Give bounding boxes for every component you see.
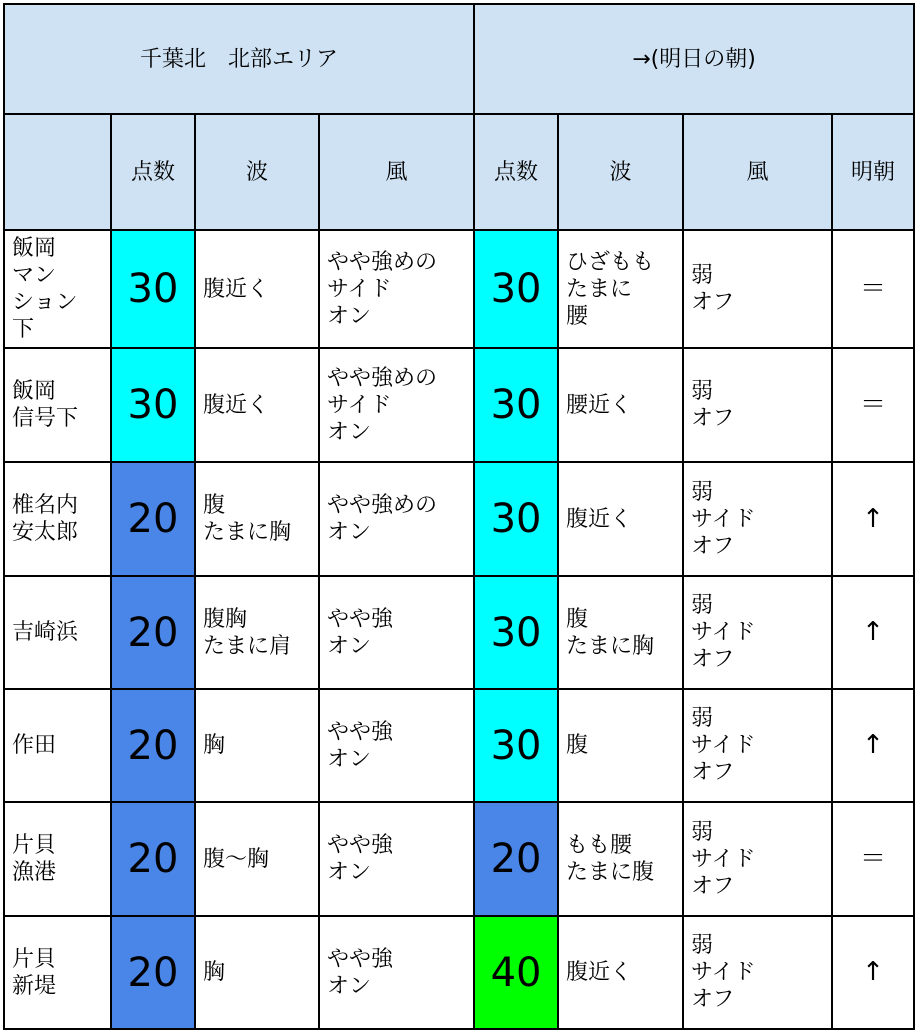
tomorrow-wave-cell: 腹	[558, 689, 683, 802]
tomorrow-score-cell: 30	[474, 462, 558, 576]
tomorrow-wave-cell: ひざもも たまに 腰	[558, 230, 683, 348]
trend-cell: ＝	[832, 230, 914, 348]
wind-cell: やや強 オン	[319, 576, 474, 689]
wind-cell: やや強 オン	[319, 916, 474, 1029]
spot-name: 飯岡 信号下	[4, 348, 111, 462]
trend-cell: ＝	[832, 802, 914, 916]
spot-name: 作田	[4, 689, 111, 802]
trend-cell: ＝	[832, 348, 914, 462]
spot-name: 椎名内 安太郎	[4, 462, 111, 576]
table-row	[4, 462, 914, 576]
tomorrow-wave-column-header: 波	[558, 114, 683, 230]
spot-name: 片貝 漁港	[4, 802, 111, 916]
score-cell: 20	[111, 689, 195, 802]
tomorrow-wind-cell: 弱 サイド オフ	[683, 916, 832, 1029]
tomorrow-wind-cell: 弱 オフ	[683, 230, 832, 348]
tomorrow-wind-column-header: 風	[683, 114, 832, 230]
spot-name: 吉崎浜	[4, 576, 111, 689]
wind-cell: やや強めの サイド オン	[319, 348, 474, 462]
tomorrow-score-cell: 30	[474, 230, 558, 348]
forecast-rows	[4, 230, 914, 1029]
score-cell: 20	[111, 916, 195, 1029]
wind-cell: やや強めの サイド オン	[319, 230, 474, 348]
wave-cell: 腹 たまに胸	[195, 462, 319, 576]
table-row	[4, 576, 914, 689]
tomorrow-wind-cell: 弱 サイド オフ	[683, 462, 832, 576]
wave-cell: 胸	[195, 689, 319, 802]
table-row	[4, 802, 914, 916]
wind-column-header: 風	[319, 114, 474, 230]
spot-column-header	[4, 114, 111, 230]
wind-cell: やや強めの オン	[319, 462, 474, 576]
wave-cell: 胸	[195, 916, 319, 1029]
table-row	[4, 689, 914, 802]
table-row	[4, 348, 914, 462]
tomorrow-wave-cell: 腹近く	[558, 916, 683, 1029]
tomorrow-score-column-header: 点数	[474, 114, 558, 230]
tomorrow-score-cell: 40	[474, 916, 558, 1029]
wind-cell: やや強 オン	[319, 689, 474, 802]
tomorrow-wind-cell: 弱 サイド オフ	[683, 576, 832, 689]
tomorrow-score-cell: 30	[474, 689, 558, 802]
wind-cell: やや強 オン	[319, 802, 474, 916]
trend-cell: ↑	[832, 916, 914, 1029]
wave-cell: 腹近く	[195, 348, 319, 462]
wave-cell: 腹～胸	[195, 802, 319, 916]
tomorrow-wave-cell: もも腰 たまに腹	[558, 802, 683, 916]
tomorrow-title: →(明日の朝)	[474, 4, 914, 114]
score-cell: 30	[111, 230, 195, 348]
tomorrow-wind-cell: 弱 オフ	[683, 348, 832, 462]
tomorrow-score-cell: 30	[474, 576, 558, 689]
table-row	[4, 230, 914, 348]
spot-name: 片貝 新堤	[4, 916, 111, 1029]
table-row	[4, 916, 914, 1029]
surf-forecast-table	[3, 3, 915, 1030]
score-column-header: 点数	[111, 114, 195, 230]
spot-name: 飯岡 マン ション 下	[4, 230, 111, 348]
tomorrow-wave-cell: 腹近く	[558, 462, 683, 576]
trend-cell: ↑	[832, 462, 914, 576]
trend-cell: ↑	[832, 689, 914, 802]
trend-column-header: 明朝	[832, 114, 914, 230]
score-cell: 30	[111, 348, 195, 462]
tomorrow-wind-cell: 弱 サイド オフ	[683, 802, 832, 916]
wave-cell: 腹胸 たまに肩	[195, 576, 319, 689]
wave-column-header: 波	[195, 114, 319, 230]
tomorrow-wave-cell: 腰近く	[558, 348, 683, 462]
score-cell: 20	[111, 462, 195, 576]
score-cell: 20	[111, 802, 195, 916]
area-title: 千葉北 北部エリア	[4, 4, 474, 114]
tomorrow-wind-cell: 弱 サイド オフ	[683, 689, 832, 802]
wave-cell: 腹近く	[195, 230, 319, 348]
tomorrow-score-cell: 20	[474, 802, 558, 916]
tomorrow-score-cell: 30	[474, 348, 558, 462]
trend-cell: ↑	[832, 576, 914, 689]
tomorrow-wave-cell: 腹 たまに胸	[558, 576, 683, 689]
score-cell: 20	[111, 576, 195, 689]
